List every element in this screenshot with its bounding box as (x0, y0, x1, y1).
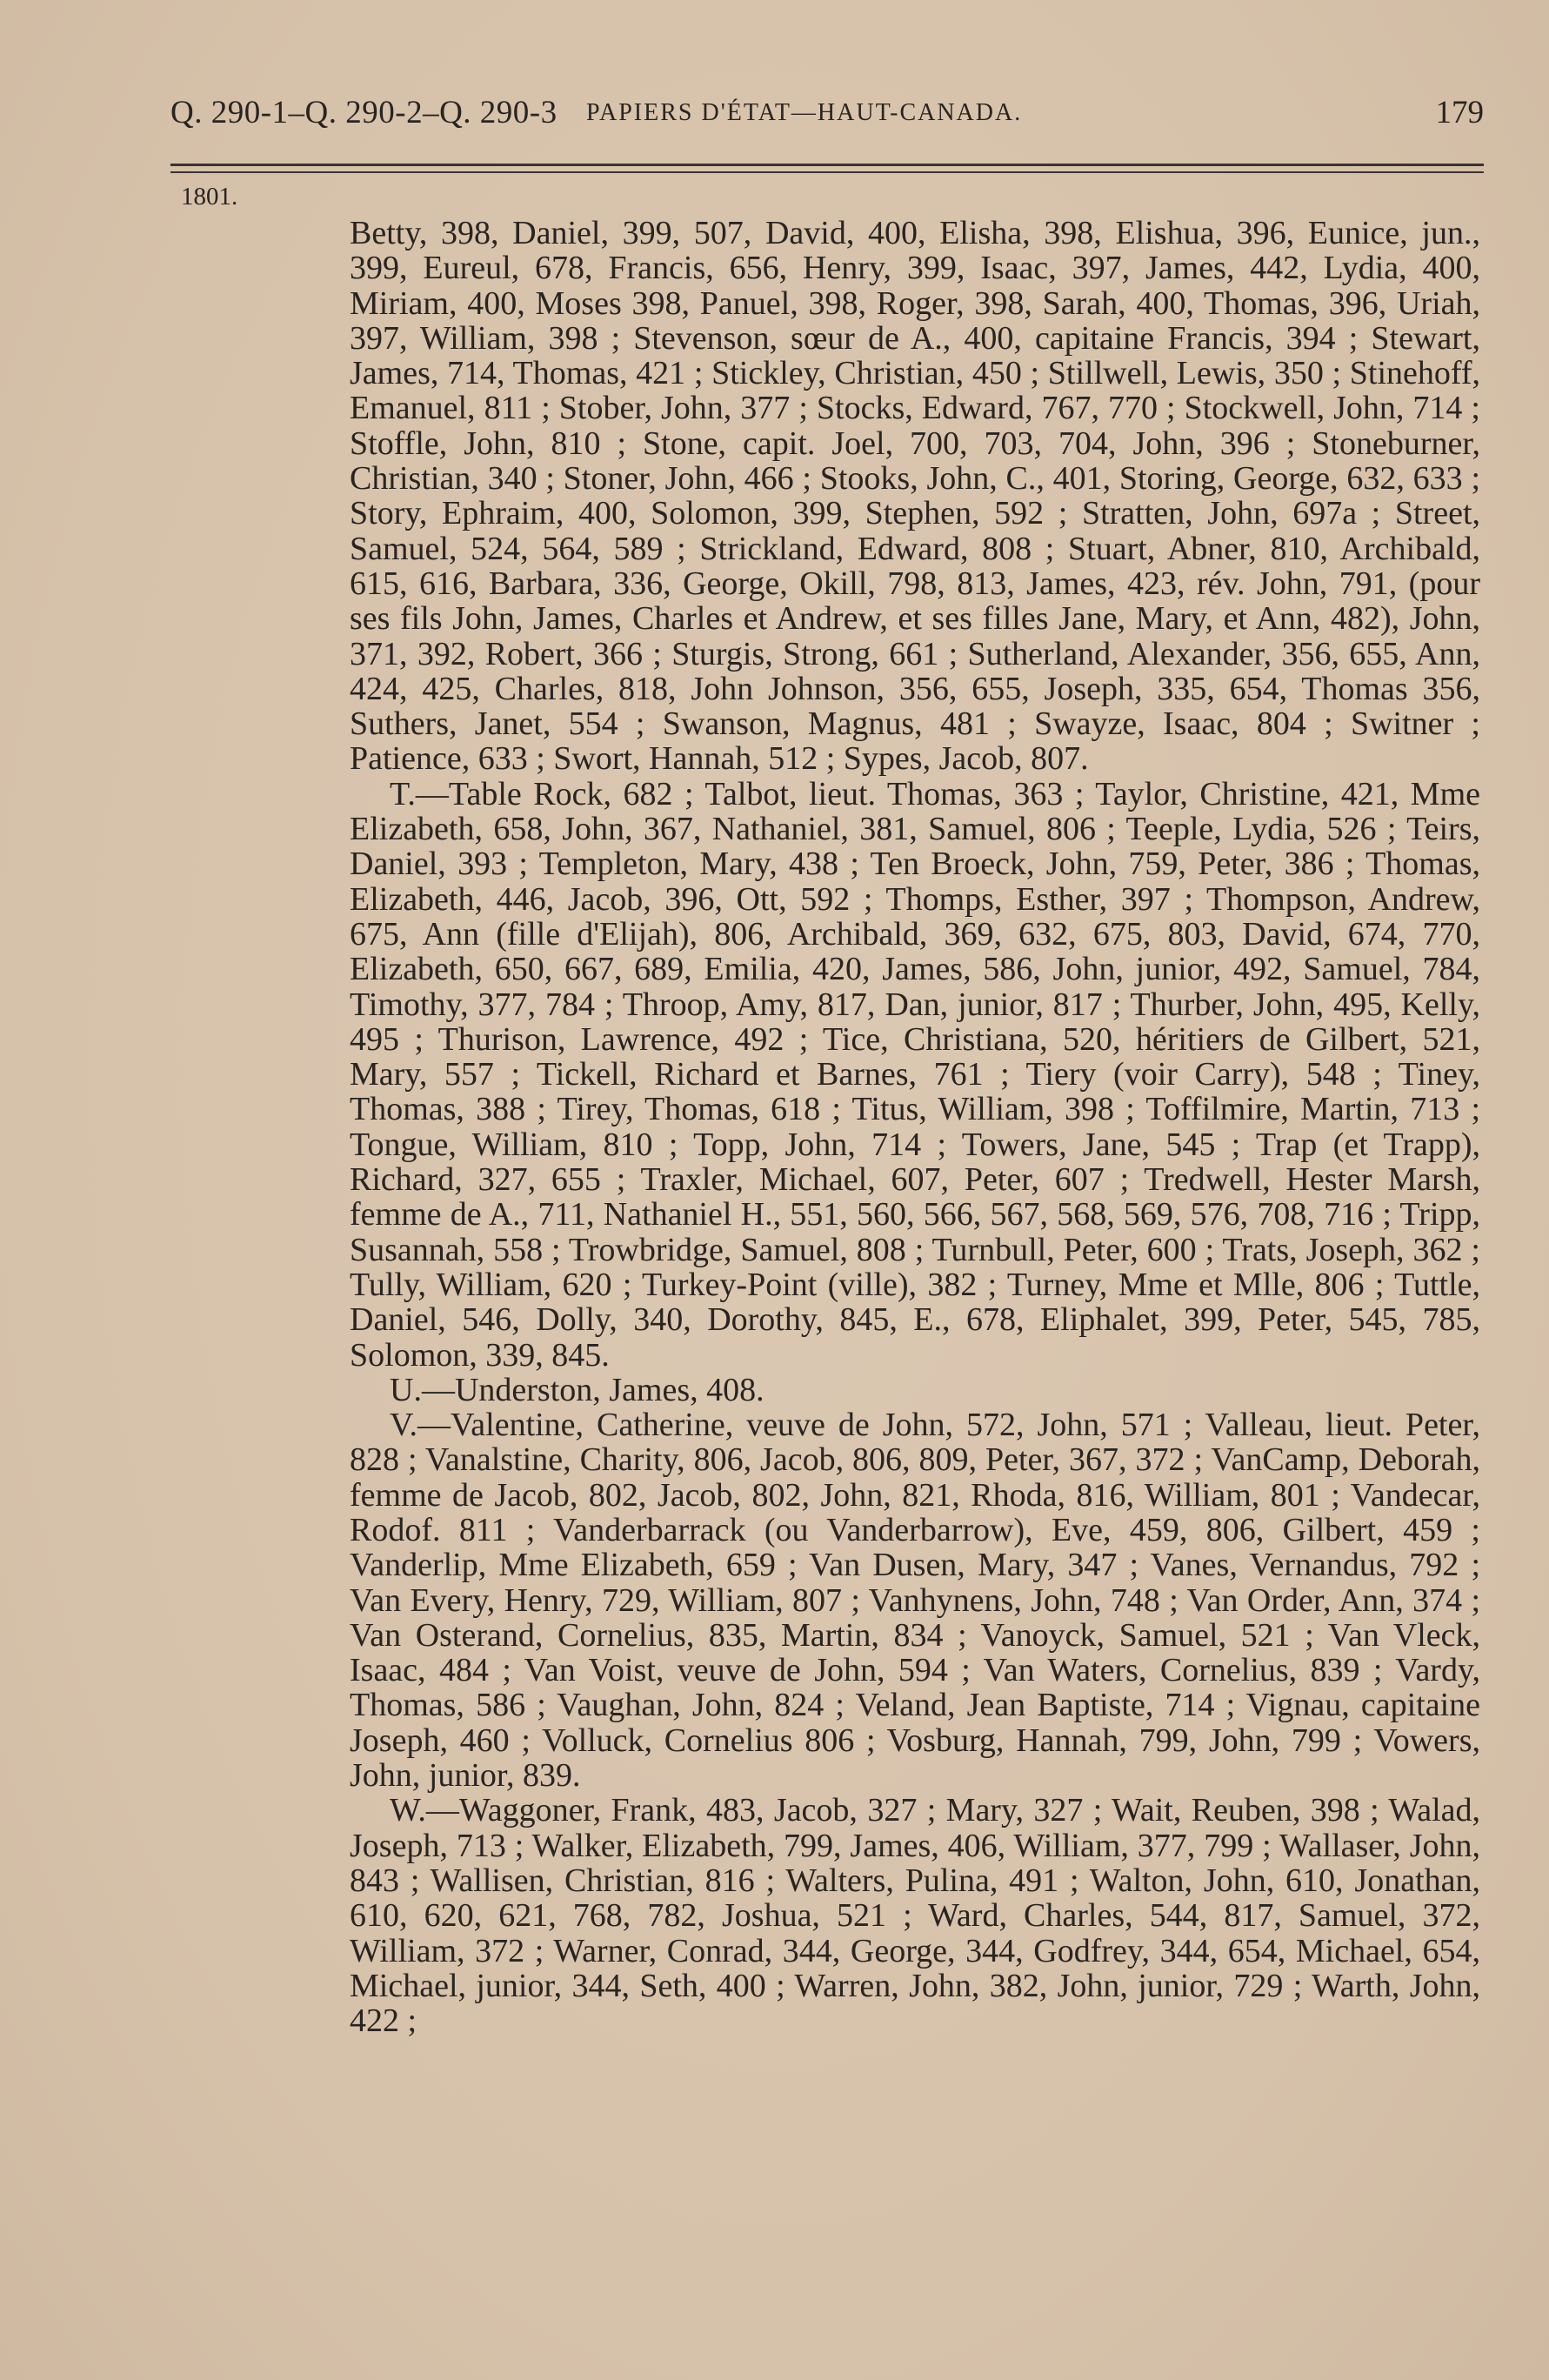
paragraph-u: U.—Underston, James, 408. (390, 1371, 764, 1408)
archive-reference: Q. 290-1–Q. 290-2–Q. 290-3 (170, 95, 558, 130)
page-header (170, 94, 1484, 136)
header-rule-top (170, 164, 1484, 166)
paragraph-t: T.—Table Rock, 682 ; Talbot, lieut. Thomas, 363 ; Taylor, Christine, 421, Mme Elizabeth, 658, John, 367, Nathaniel, 381, Samuel, 806 ; Teeple, Lydia, 526 ; Teirs, Daniel, 393 ; Templeton, Mary, 438 ; Ten Broeck, John, 759, Peter, 386 ; Thomas, Elizabeth, 446, Jacob, 396, Ott, 592 ; Thomps, Esther, 397 ; Thompson, Andrew, 675, Ann (fille d'Elijah), 806, Archibald, 369, 632, 675, 803, David, 674, 770, Elizabeth, 650, 667, 689, Emilia, 420, James, 586, John, junior, 492, Samuel, 784, Timothy, 377, 784 ; Throop, Amy, 817, Dan, junior, 817 ; Thurber, John, 495, Kelly, 495 ; Thurison, Lawrence, 492 ; Tice, Christiana, 520, héritiers de Gilbert, 521, Mary, 557 ; Tickell, Richard et Barnes, 761 ; Tiery (voir Carry), 548 ; Tiney, Thomas, 388 ; Tirey, Thomas, 618 ; Titus, William, 398 ; Toffilmire, Martin, 713 ; Tongue, William, 810 ; Topp, John, 714 ; Towers, Jane, 545 ; Trap (et Trapp), Richard, 327, 655 ; Traxler, Michael, 607, Peter, 607 ; Tredwell, Hester Marsh, femme de A., 711, Nathaniel H., 551, 560, 566, 567, 568, 569, 576, 708, 716 ; Tripp, Susannah, 558 ; Trowbridge, Samuel, 808 ; Turnbull, Peter, 600 ; Trats, Joseph, 362 ; Tully, William, 620 ; Turkey-Point (ville), 382 ; Turney, Mme et Mlle, 806 ; Tuttle, Daniel, 546, Dolly, 340, Dorothy, 845, E., 678, Eliphalet, 399, Peter, 545, 785, Solomon, 339, 845. (350, 775, 1480, 1374)
year-marginal: 1801. (181, 183, 238, 211)
running-title: PAPIERS D'ÉTAT—HAUT-CANADA. (586, 99, 1023, 126)
index-body (350, 216, 1480, 2038)
paragraph-w: W.—Waggoner, Frank, 483, Jacob, 327 ; Mary, 327 ; Wait, Reuben, 398 ; Walad, Joseph, 713 ; Walker, Elizabeth, 799, James, 406, William, 377, 799 ; Wallaser, John, 843 ; Wallisen, Christian, 816 ; Walters, Pulina, 491 ; Walton, John, 610, Jonathan, 610, 620, 621, 768, 782, Joshua, 521 ; Ward, Charles, 544, 817, Samuel, 372, William, 372 ; Warner, Conrad, 344, George, 344, Godfrey, 344, 654, Michael, 654, Michael, junior, 344, Seth, 400 ; Warren, John, 382, John, junior, 729 ; Warth, John, 422 ; (350, 1792, 1480, 2040)
paragraph-v: V.—Valentine, Catherine, veuve de John, 572, John, 571 ; Valleau, lieut. Peter, 828 ; Vanalstine, Charity, 806, Jacob, 806, 809, Peter, 367, 372 ; VanCamp, Deborah, femme de Jacob, 802, Jacob, 802, John, 821, Rhoda, 816, William, 801 ; Vandecar, Rodof. 811 ; Vanderbarrack (ou Vanderbarrow), Eve, 459, 806, Gilbert, 459 ; Vanderlip, Mme Elizabeth, 659 ; Van Dusen, Mary, 347 ; Vanes, Vernandus, 792 ; Van Every, Henry, 729, William, 807 ; Vanhynens, John, 748 ; Van Order, Ann, 374 ; Van Osterand, Cornelius, 835, Martin, 834 ; Vanoyck, Samuel, 521 ; Van Vleck, Isaac, 484 ; Van Voist, veuve de John, 594 ; Van Waters, Cornelius, 839 ; Vardy, Thomas, 586 ; Vaughan, John, 824 ; Veland, Jean Baptiste, 714 ; Vignau, capitaine Joseph, 460 ; Volluck, Cornelius 806 ; Vosburg, Hannah, 799, John, 799 ; Vowers, John, junior, 839. (350, 1407, 1480, 1795)
paragraph-s-continued: Betty, 398, Daniel, 399, 507, David, 400, Elisha, 398, Elishua, 396, Eunice, jun., 399, Eureul, 678, Francis, 656, Henry, 399, Isaac, 397, James, 442, Lydia, 400, Miriam, 400, Moses 398, Panuel, 398, Roger, 398, Sarah, 400, Thomas, 396, Uriah, 397, William, 398 ; Stevenson, sœur de A., 400, capitaine Francis, 394 ; Stewart, James, 714, Thomas, 421 ; Stickley, Christian, 450 ; Stillwell, Lewis, 350 ; Stinehoff, Emanuel, 811 ; Stober, John, 377 ; Stocks, Edward, 767, 770 ; Stockwell, John, 714 ; Stoffle, John, 810 ; Stone, capit. Joel, 700, 703, 704, John, 396 ; Stoneburner, Christian, 340 ; Stoner, John, 466 ; Stooks, John, C., 401, Storing, George, 632, 633 ; Story, Ephraim, 400, Solomon, 399, Stephen, 592 ; Stratten, John, 697a ; Street, Samuel, 524, 564, 589 ; Strickland, Edward, 808 ; Stuart, Abner, 810, Archibald, 615, 616, Barbara, 336, George, Okill, 798, 813, James, 423, rév. John, 791, (pour ses fils John, James, Charles et Andrew, et ses filles Jane, Mary, et Ann, 482), John, 371, 392, Robert, 366 ; Sturgis, Strong, 661 ; Sutherland, Alexander, 356, 655, Ann, 424, 425, Charles, 818, John Johnson, 356, 655, Joseph, 335, 654, Thomas 356, Suthers, Janet, 554 ; Swanson, Magnus, 481 ; Swayze, Isaac, 804 ; Switner ; Patience, 633 ; Swort, Hannah, 512 ; Sypes, Jacob, 807. (350, 215, 1480, 778)
header-rule-bottom (170, 171, 1484, 173)
page-number: 179 (1435, 95, 1484, 130)
